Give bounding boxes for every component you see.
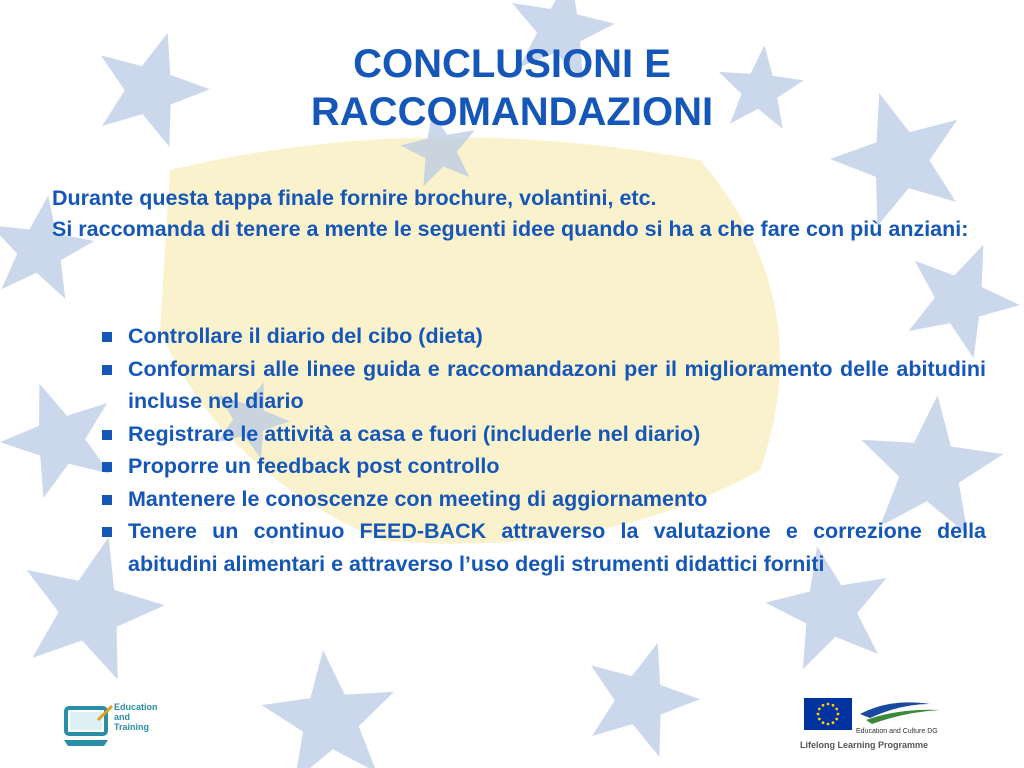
lifelong-learning-logo: [800, 694, 960, 754]
education-training-logo: [60, 700, 180, 760]
computer-icon: [60, 700, 116, 750]
background-star: [591, 643, 700, 757]
eu-star: [832, 721, 835, 724]
slide-title: CONCLUSIONI E RACCOMANDAZIONI: [310, 42, 714, 134]
list-item: Tenere un continuo FEED-BACK attraverso la valutazione e correzione della abitudini alimentari e attraverso l’uso degli strumenti didattici forniti: [100, 515, 986, 580]
bullet-square-icon: [102, 462, 112, 472]
intro-text: [52, 183, 986, 245]
bullet-square-icon: [102, 332, 112, 342]
intro-line-2: Si raccomanda di tenere a mente le seguenti idee quando si ha a che fare con più anziani:: [52, 217, 969, 241]
logo-line: Education: [114, 702, 158, 712]
list-item: Mantenere le conoscenze con meeting di aggiornamento: [100, 483, 986, 516]
eu-star: [835, 718, 838, 721]
list-item: Conformarsi alle linee guida e raccomandazoni per il miglioramento delle abitudini incluse nel diario: [100, 353, 986, 418]
list-item: Controllare il diario del cibo (dieta): [100, 320, 986, 353]
eu-star: [818, 718, 821, 721]
eu-star: [835, 708, 838, 711]
eu-star: [822, 704, 825, 707]
eu-star: [827, 703, 830, 706]
bullet-square-icon: [102, 527, 112, 537]
logo-line: Training: [114, 722, 150, 732]
dg-label: Education and Culture DG: [856, 728, 938, 735]
list-item: Registrare le attività a casa e fuori (includerle nel diario): [100, 418, 986, 451]
background-star: [0, 384, 110, 498]
eu-star: [832, 704, 835, 707]
bullet-square-icon: [102, 365, 112, 375]
swoosh-icon: [860, 702, 940, 724]
list-item: Proporre un feedback post controllo: [100, 450, 986, 483]
intro-line-1: Durante questa tappa finale fornire brochure, volantini, etc.: [52, 186, 657, 210]
bullet-square-icon: [102, 430, 112, 440]
bullet-square-icon: [102, 495, 112, 505]
eu-star: [822, 721, 825, 724]
eu-star: [827, 723, 830, 726]
programme-label: Lifelong Learning Programme: [800, 740, 929, 750]
recommendation-list: [100, 320, 986, 580]
eu-star: [818, 708, 821, 711]
eu-flag-icon: [804, 698, 852, 730]
background-star: [262, 650, 395, 768]
logo-line: and: [114, 712, 131, 722]
eu-star: [837, 713, 840, 716]
eu-star: [817, 713, 820, 716]
